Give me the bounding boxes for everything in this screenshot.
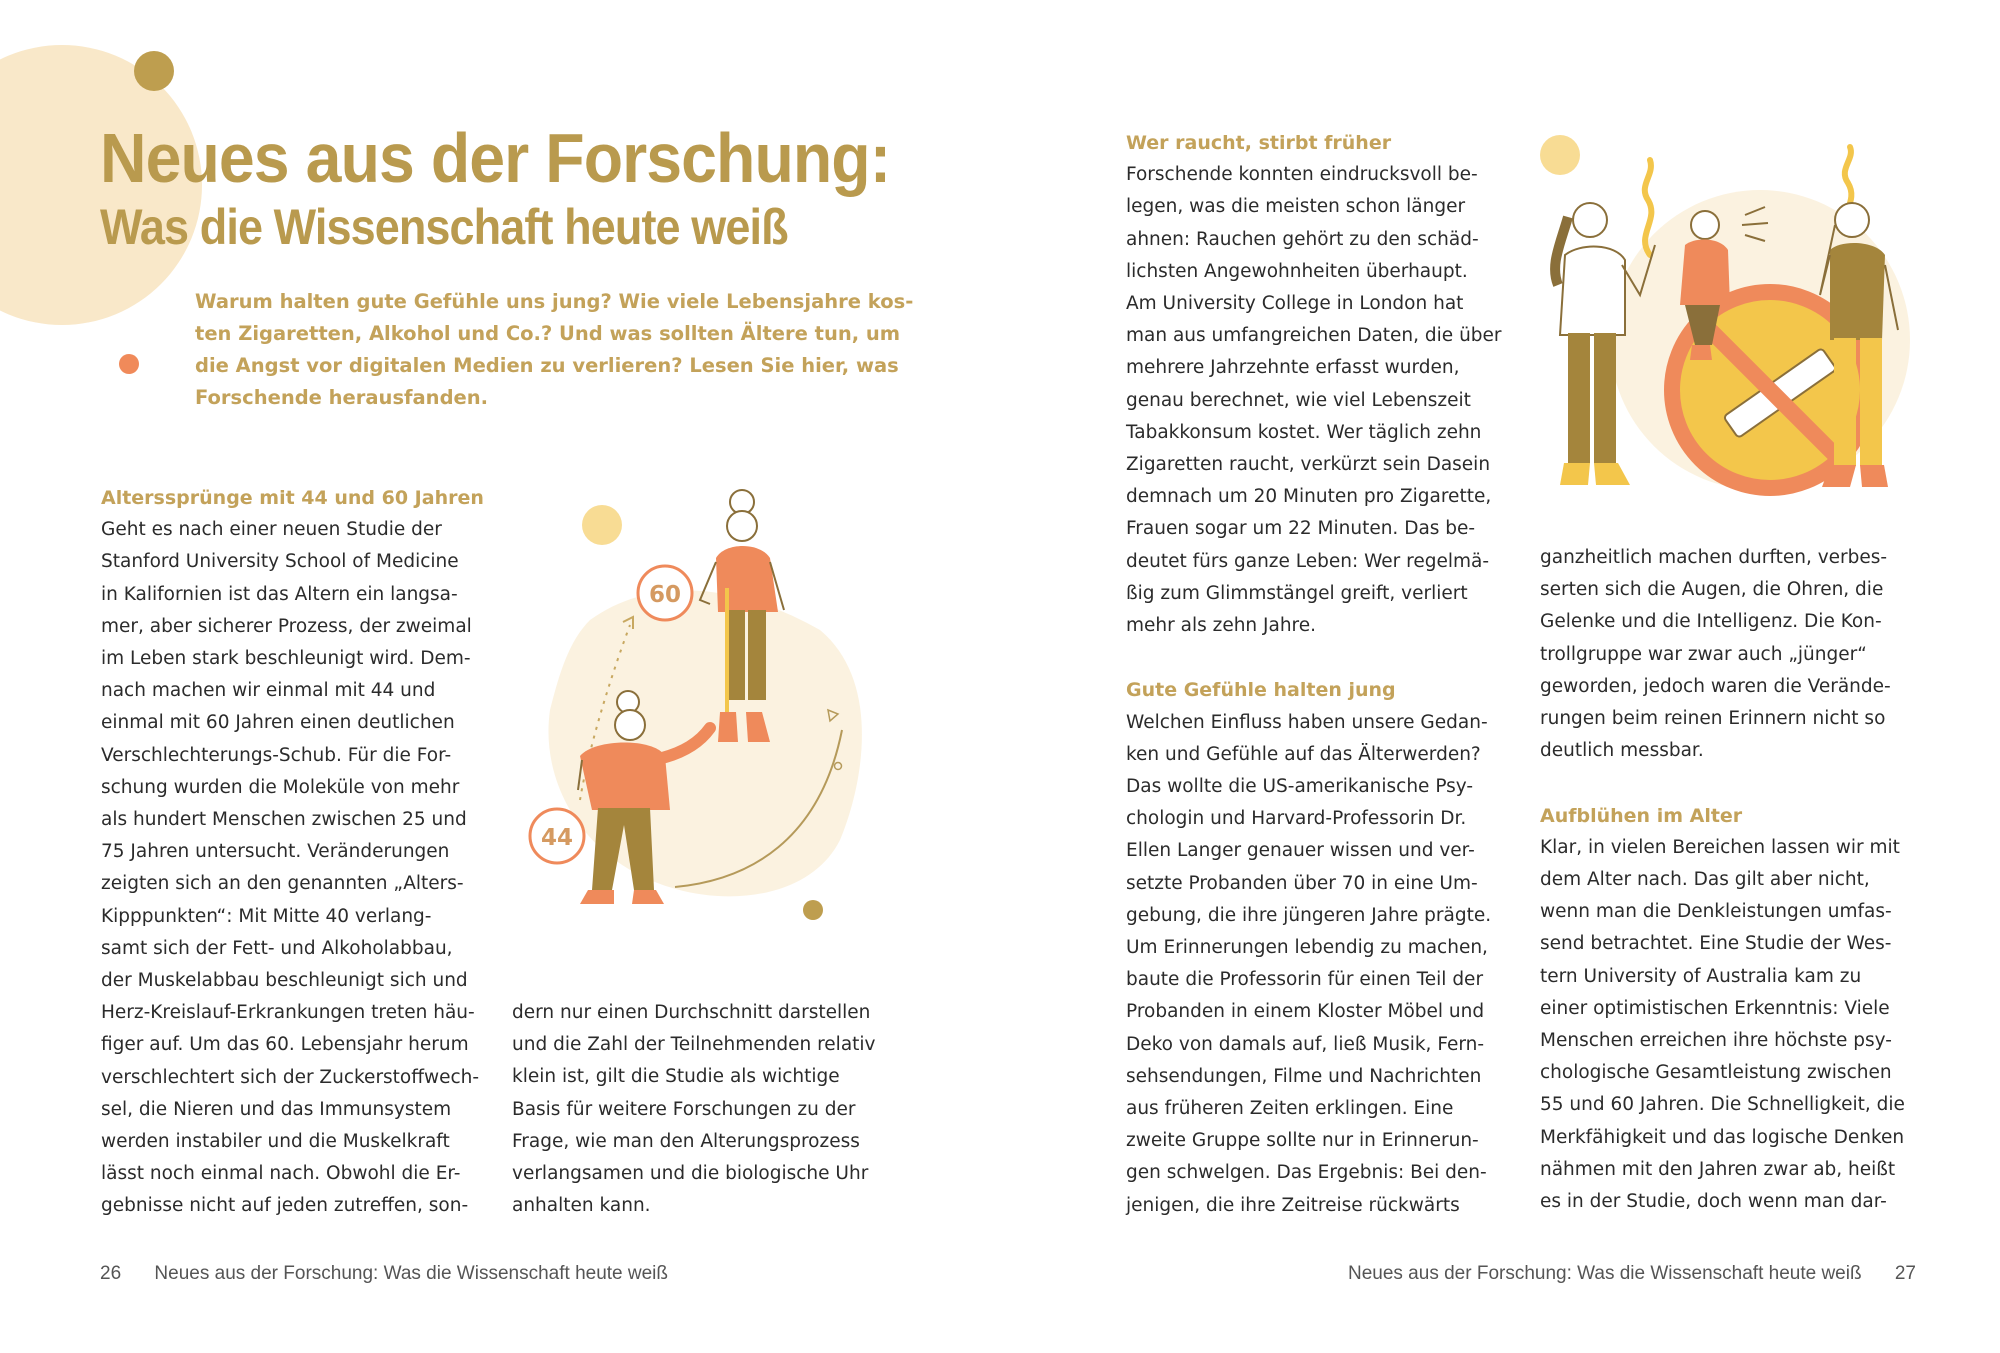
text-line: lässt noch einmal nach. Obwohl die Er- — [101, 1163, 461, 1185]
age-label-44: 44 — [540, 825, 574, 851]
section-body-aufbluehen — [1540, 832, 1960, 1218]
text-line: gen schwelgen. Das Ergebnis: Bei den- — [1126, 1162, 1487, 1184]
decor-orange-dot — [119, 354, 139, 374]
lead-line: ten Zigaretten, Alkohol und Co.? Und was sollten Ältere tun, um — [195, 322, 901, 345]
text-line: man aus umfangreichen Daten, die über — [1126, 325, 1502, 347]
text-line: Frauen sogar um 22 Minuten. Das be- — [1126, 518, 1476, 540]
text-line: klein ist, gilt die Studie als wichtige — [512, 1066, 840, 1088]
text-line: Ellen Langer genauer wissen und ver- — [1126, 840, 1475, 862]
text-line: sehsendungen, Filme und Nachrichten — [1126, 1065, 1482, 1087]
text-line: Geht es nach einer neuen Studie der — [101, 519, 442, 541]
section-heading-aufbluehen: Aufblühen im Alter — [1540, 804, 1743, 827]
text-line: dem Alter nach. Das gilt aber nicht, — [1540, 869, 1870, 891]
text-line: legen, was die meisten schon länger — [1126, 196, 1466, 218]
text-line: mer, aber sicherer Prozess, der zweimal — [101, 615, 472, 637]
lead-line: die Angst vor digitalen Medien zu verlieren? Lesen Sie hier, was — [195, 354, 899, 377]
text-line: baute die Professorin für einen Teil der — [1126, 969, 1484, 991]
section-heading-gefuehle: Gute Gefühle halten jung — [1126, 679, 1396, 702]
text-line: wenn man die Denkleistungen umfas- — [1540, 901, 1892, 923]
section-body-gefuehle-continued — [1540, 542, 1960, 767]
decor-sun-circle — [1540, 135, 1580, 175]
text-line: verschlechtert sich der Zuckerstoffwech- — [101, 1066, 480, 1088]
text-line: demnach um 20 Minuten pro Zigarette, — [1126, 486, 1492, 508]
text-line: genau berechnet, wie viel Lebenszeit — [1126, 389, 1471, 411]
text-line: ahnen: Rauchen gehört zu den schäd- — [1126, 228, 1479, 250]
text-line: es in der Studie, doch wenn man dar- — [1540, 1191, 1887, 1213]
text-line: Kipppunkten“: Mit Mitte 40 verlang- — [101, 905, 432, 927]
text-line: serten sich die Augen, die Ohren, die — [1540, 579, 1884, 601]
text-line: chologische Gesamtleistung zwischen — [1540, 1062, 1892, 1084]
text-line: einmal mit 60 Jahren einen deutlichen — [101, 712, 455, 734]
text-line: jenigen, die ihre Zeitreise rückwärts — [1126, 1194, 1460, 1216]
text-line: gebung, die ihre jüngeren Jahre prägte. — [1126, 904, 1492, 926]
text-line: Forschende konnten eindrucksvoll be- — [1126, 164, 1478, 186]
text-line: einer optimistischen Erkenntnis: Viele — [1540, 997, 1890, 1019]
text-line: zeigten sich an den genannten „Alters- — [101, 873, 464, 895]
text-line: Stanford University School of Medicine — [101, 551, 459, 573]
text-line: setzte Probanden über 70 in eine Um- — [1126, 872, 1478, 894]
section-body-raucht — [1126, 159, 1526, 642]
column-4 — [1540, 542, 1960, 1218]
text-line: mehr als zehn Jahre. — [1126, 615, 1317, 637]
page-subtitle: Was die Wissenschaft heute weiß — [100, 199, 788, 255]
text-line: nähmen mit den Jahren zwar ab, heißt — [1540, 1158, 1896, 1180]
text-line: deutet fürs ganze Leben: Wer regelmä- — [1126, 550, 1490, 572]
text-line: ßig zum Glimmstängel greift, verliert — [1126, 582, 1468, 604]
text-line: tern University of Australia kam zu — [1540, 965, 1862, 987]
age-label-60: 60 — [648, 582, 682, 608]
text-line: anhalten kann. — [512, 1195, 651, 1217]
text-line: rungen beim reinen Erinnern nicht so — [1540, 708, 1886, 730]
text-line: Gelenke und die Intelligenz. Die Kon- — [1540, 611, 1882, 633]
text-line: 55 und 60 Jahren. Die Schnelligkeit, die — [1540, 1094, 1905, 1116]
running-title-right: Neues aus der Forschung: Was die Wissenschaft heute weiß — [1347, 1263, 1862, 1284]
section-heading-raucht: Wer raucht, stirbt früher — [1126, 132, 1392, 154]
text-line: im Leben stark beschleunigt wird. Dem- — [101, 648, 471, 670]
text-line: Menschen erreichen ihre höchste psy- — [1540, 1030, 1892, 1052]
column-3 — [1126, 127, 1526, 1222]
aging-illustration — [520, 480, 880, 960]
text-line: zweite Gruppe sollte nur in Erinnerun- — [1126, 1130, 1479, 1152]
section-body-gefuehle — [1126, 707, 1526, 1222]
smoking-illustration — [1530, 125, 1930, 510]
text-line: lichsten Angewohnheiten überhaupt. — [1126, 260, 1468, 282]
text-line: chologin und Harvard-Professorin Dr. — [1126, 808, 1467, 830]
text-line: deutlich messbar. — [1540, 740, 1704, 762]
text-line: der Muskelabbau beschleunigt sich und — [101, 970, 468, 992]
text-line: Verschlechterungs-Schub. Für die For- — [101, 744, 452, 766]
text-line: Welchen Einfluss haben unsere Gedan- — [1126, 711, 1488, 733]
text-line: ken und Gefühle auf das Älterwerden? — [1126, 743, 1481, 765]
text-line: send betrachtet. Eine Studie der Wes- — [1540, 933, 1892, 955]
text-line: Frage, wie man den Alterungsprozess — [512, 1130, 860, 1152]
page-title: Neues aus der Forschung: — [100, 119, 891, 197]
text-line: 75 Jahren untersucht. Veränderungen — [101, 841, 450, 863]
lead-paragraph — [195, 286, 914, 414]
text-line: trollgruppe war zwar auch „jünger“ — [1540, 643, 1867, 665]
text-line: schung wurden die Moleküle von mehr — [101, 776, 460, 798]
text-line: mehrere Jahrzehnte erfasst wurden, — [1126, 357, 1460, 379]
text-line: ganzheitlich machen durften, verbes- — [1540, 547, 1888, 568]
decor-small-gold-dot — [803, 900, 823, 920]
text-line: Am University College in London hat — [1126, 293, 1464, 315]
text-line: Um Erinnerungen lebendig zu machen, — [1126, 937, 1488, 959]
footer-left — [100, 1263, 668, 1285]
footer-right — [1348, 1263, 1916, 1285]
lead-line: Warum halten gute Gefühle uns jung? Wie viele Lebensjahre kos- — [195, 290, 914, 313]
text-line: samt sich der Fett- und Alkoholabbau, — [101, 937, 453, 959]
text-line: nach machen wir einmal mit 44 und — [101, 680, 436, 702]
text-line: Basis für weitere Forschungen zu der — [512, 1098, 856, 1120]
section-body-continued — [512, 997, 912, 1222]
text-line: Zigaretten raucht, verkürzt sein Dasein — [1126, 454, 1491, 476]
column-1 — [101, 482, 501, 1223]
running-title-left: Neues aus der Forschung: Was die Wissenschaft heute weiß — [154, 1263, 669, 1284]
text-line: aus früheren Zeiten erklingen. Eine — [1126, 1098, 1454, 1120]
text-line: verlangsamen und die biologische Uhr — [512, 1163, 869, 1185]
text-line: und die Zahl der Teilnehmenden relativ — [512, 1034, 876, 1056]
text-line: Probanden in einem Kloster Möbel und — [1126, 1001, 1485, 1023]
decor-gold-dot — [134, 51, 174, 91]
text-line: gebnisse nicht auf jeden zutreffen, son- — [101, 1195, 469, 1217]
text-line: sel, die Nieren und das Immunsystem — [101, 1098, 452, 1120]
text-line: Tabakkonsum kostet. Wer täglich zehn — [1126, 421, 1482, 443]
text-line: in Kalifornien ist das Altern ein langsa- — [101, 583, 458, 605]
text-line: als hundert Menschen zwischen 25 und — [101, 809, 467, 831]
text-line: werden instabiler und die Muskelkraft — [101, 1131, 450, 1153]
decor-sun-circle — [582, 505, 622, 545]
text-line: dern nur einen Durchschnitt darstellen — [512, 1002, 871, 1023]
text-line: geworden, jedoch waren die Verände- — [1540, 675, 1891, 697]
text-line: Das wollte die US-amerikanische Psy- — [1126, 776, 1474, 798]
text-line: figer auf. Um das 60. Lebensjahr herum — [101, 1034, 469, 1056]
section-body-alterssprunge — [101, 514, 501, 1222]
column-2 — [512, 997, 912, 1222]
text-line: Herz-Kreislauf-Erkrankungen treten häu- — [101, 1002, 475, 1024]
text-line: Deko von damals auf, ließ Musik, Fern- — [1126, 1033, 1485, 1055]
lead-line: Forschende herausfanden. — [195, 386, 489, 409]
section-heading-alterssprunge: Alterssprünge mit 44 und 60 Jahren — [101, 487, 484, 509]
text-line: Klar, in vielen Bereichen lassen wir mit — [1540, 836, 1900, 858]
page-number-left: 26 — [100, 1263, 122, 1284]
text-line: Merkfähigkeit und das logische Denken — [1540, 1126, 1905, 1148]
page-number-right: 27 — [1894, 1263, 1916, 1284]
